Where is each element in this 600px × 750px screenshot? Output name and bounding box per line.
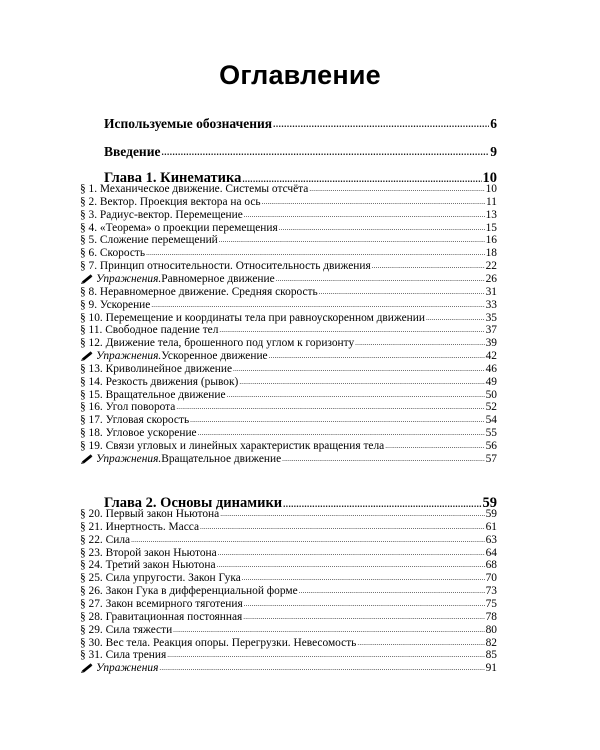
page-number: 57 <box>485 453 497 465</box>
page-number: 59 <box>485 508 497 520</box>
page-number: 56 <box>485 440 497 452</box>
exercise-label <box>80 350 268 363</box>
page-number: 15 <box>485 222 497 234</box>
exercise-entry[interactable] <box>80 350 497 363</box>
leader-dots <box>242 574 485 583</box>
entry-label: § 18. Угловое ускорение <box>80 427 197 439</box>
entry-label: § 22. Сила <box>80 534 131 546</box>
page-title: Оглавление <box>219 60 381 90</box>
section-entry[interactable] <box>80 299 497 312</box>
entry-label-rest: Вращательное движение <box>161 453 282 465</box>
entry-label: § 29. Сила тяжести <box>80 624 173 636</box>
entry-label: § 14. Резкость движения (рывок) <box>80 376 239 388</box>
entry-label: Упражнения <box>96 662 159 674</box>
page-number: 37 <box>485 324 497 336</box>
leader-dots <box>167 651 484 660</box>
page-number: 18 <box>485 247 497 259</box>
leader-dots <box>239 378 484 387</box>
entry-label: § 15. Вращательное движение <box>80 389 226 401</box>
entry-label: Упражнения. <box>96 273 162 285</box>
page-number: 10 <box>485 183 497 195</box>
entry-label: § 4. «Теорема» о проекции перемещения <box>80 222 278 234</box>
leader-dots <box>227 391 485 400</box>
leader-dots <box>282 455 484 464</box>
leader-dots <box>198 429 485 438</box>
leader-dots <box>220 510 484 519</box>
section-entry[interactable] <box>80 209 497 222</box>
section-entry[interactable] <box>80 324 497 337</box>
entry-label: § 19. Связи угловых и линейных характеристик вращения тела <box>80 440 385 452</box>
page-number: 6 <box>490 116 497 131</box>
leader-dots <box>299 587 485 596</box>
leader-dots <box>159 664 484 673</box>
section-entry[interactable] <box>80 196 497 209</box>
entry-label: § 26. Закон Гука в дифференциальной форме <box>80 585 298 597</box>
entry-label: § 20. Первый закон Ньютона <box>80 508 220 520</box>
entry-label: § 24. Третий закон Ньютона <box>80 559 216 571</box>
entry-label: § 10. Перемещение и координаты тела при равноускоренном движении <box>80 312 425 324</box>
entry-label: § 3. Радиус-вектор. Перемещение <box>80 209 243 221</box>
page-number: 61 <box>485 521 497 533</box>
page-number: 42 <box>485 350 497 362</box>
leader-dots <box>219 326 484 335</box>
leader-dots <box>262 198 485 207</box>
section-entry[interactable] <box>80 234 497 247</box>
leader-dots <box>276 275 485 284</box>
page-number: 26 <box>485 273 497 285</box>
page-number: 13 <box>485 209 497 221</box>
leader-dots <box>131 536 485 545</box>
leader-dots <box>426 314 485 323</box>
section-entry[interactable] <box>80 427 497 440</box>
entry-label: § 16. Угол поворота <box>80 401 176 413</box>
page-number: 50 <box>485 389 497 401</box>
entry-label: § 2. Вектор. Проекция вектора на ось <box>80 196 261 208</box>
page-number: 82 <box>485 637 497 649</box>
entry-label: § 23. Второй закон Ньютона <box>80 547 217 559</box>
leader-dots <box>176 403 484 412</box>
section-entry[interactable] <box>80 260 497 273</box>
page-number: 64 <box>485 547 497 559</box>
leader-dots <box>357 639 484 648</box>
leader-dots <box>151 301 484 310</box>
section-entry[interactable] <box>80 414 497 427</box>
page-number: 52 <box>485 401 497 413</box>
page-number: 10 <box>482 170 497 186</box>
entry-label: Упражнения. <box>96 453 162 465</box>
pencil-icon <box>80 351 93 362</box>
section-entry[interactable] <box>80 559 497 572</box>
section-entry[interactable] <box>80 534 497 547</box>
leader-dots <box>243 613 484 622</box>
leader-dots <box>273 120 489 129</box>
page-number: 80 <box>485 624 497 636</box>
page-number: 78 <box>485 611 497 623</box>
entry-label-rest: Равномерное движение <box>161 273 275 285</box>
page-number: 55 <box>485 427 497 439</box>
section-entry[interactable] <box>80 183 497 196</box>
page-number: 39 <box>485 337 497 349</box>
section-entry[interactable] <box>80 401 497 414</box>
section-entry[interactable] <box>80 508 497 521</box>
page-number: 31 <box>485 286 497 298</box>
entry-label: § 7. Принцип относительности. Относительность движения <box>80 260 371 272</box>
entry-label: Используемые обозначения <box>104 116 273 131</box>
page-number: 33 <box>485 299 497 311</box>
section-entry[interactable] <box>80 649 497 662</box>
leader-dots <box>279 224 485 233</box>
toc-heading[interactable] <box>80 116 497 132</box>
exercise-entry[interactable] <box>80 662 497 675</box>
section-entry[interactable] <box>80 337 497 350</box>
section-entry[interactable] <box>80 376 497 389</box>
entry-label: § 5. Сложение перемещений <box>80 234 218 246</box>
entry-label: § 21. Инертность. Масса <box>80 521 200 533</box>
section-entry[interactable] <box>80 363 497 376</box>
entry-label: Глава 1. Кинематика <box>104 170 242 186</box>
page-number: 59 <box>482 495 497 511</box>
entry-label: § 6. Скорость <box>80 247 146 259</box>
page-number: 16 <box>485 234 497 246</box>
entry-label: § 1. Механическое движение. Системы отсчёта <box>80 183 309 195</box>
section-entry[interactable] <box>80 624 497 637</box>
entry-label: § 28. Гравитационная постоянная <box>80 611 243 623</box>
page-number: 73 <box>485 585 497 597</box>
entry-label-rest: Ускоренное движение <box>161 350 268 362</box>
page-number: 85 <box>485 649 497 661</box>
page-number: 68 <box>485 559 497 571</box>
leader-dots <box>372 262 485 271</box>
leader-dots <box>244 600 485 609</box>
leader-dots <box>200 523 485 532</box>
entry-label: Глава 2. Основы динамики <box>104 495 283 511</box>
page-number: 35 <box>485 312 497 324</box>
entry-label: § 17. Угловая скорость <box>80 414 190 426</box>
leader-dots <box>355 339 484 348</box>
exercise-label <box>80 453 281 466</box>
leader-dots <box>218 549 485 558</box>
section-entry[interactable] <box>80 247 497 260</box>
leader-dots <box>244 211 485 220</box>
page-number: 70 <box>485 572 497 584</box>
section-entry[interactable] <box>80 598 497 611</box>
section-entry[interactable] <box>80 572 497 585</box>
entry-label: § 25. Сила упругости. Закон Гука <box>80 572 241 584</box>
page-number: 22 <box>485 260 497 272</box>
section-entry[interactable] <box>80 521 497 534</box>
exercise-label <box>80 662 158 675</box>
pencil-icon <box>80 663 93 674</box>
leader-dots <box>219 236 485 245</box>
section-entry[interactable] <box>80 440 497 453</box>
leader-dots <box>217 561 485 570</box>
exercise-entry[interactable] <box>80 273 497 286</box>
leader-dots <box>269 352 485 361</box>
page-number: 63 <box>485 534 497 546</box>
exercise-label <box>80 273 275 286</box>
section-entry[interactable] <box>80 286 497 299</box>
leader-dots <box>190 416 484 425</box>
page-number: 11 <box>486 196 497 208</box>
leader-dots <box>173 626 484 635</box>
section-entry[interactable] <box>80 585 497 598</box>
entry-label: § 27. Закон всемирного тяготения <box>80 598 243 610</box>
leader-dots <box>233 365 485 374</box>
leader-dots <box>309 185 484 194</box>
leader-dots <box>146 249 485 258</box>
entry-label: § 30. Вес тела. Реакция опоры. Перегрузки. Невесомость <box>80 637 357 649</box>
page-number: 75 <box>485 598 497 610</box>
entry-label: Введение <box>104 144 161 159</box>
pencil-icon <box>80 454 93 465</box>
page-number: 54 <box>485 414 497 426</box>
entry-label: § 12. Движение тела, брошенного под углом к горизонту <box>80 337 355 349</box>
page-number: 46 <box>485 363 497 375</box>
entry-label: § 31. Сила трения <box>80 649 167 661</box>
entry-label: § 11. Свободное падение тел <box>80 324 219 336</box>
toc-heading[interactable] <box>80 144 497 160</box>
leader-dots <box>385 442 484 451</box>
entry-label: § 8. Неравномерное движение. Средняя скорость <box>80 286 318 298</box>
page-number: 49 <box>485 376 497 388</box>
page-number: 91 <box>485 662 497 674</box>
page-number: 9 <box>490 144 497 159</box>
entry-label: Упражнения. <box>96 350 162 362</box>
leader-dots <box>161 148 489 157</box>
exercise-entry[interactable] <box>80 453 497 466</box>
entry-label: § 9. Ускорение <box>80 299 151 311</box>
entry-label: § 13. Криволинейное движение <box>80 363 233 375</box>
section-entry[interactable] <box>80 611 497 624</box>
pencil-icon <box>80 274 93 285</box>
leader-dots <box>319 288 485 297</box>
